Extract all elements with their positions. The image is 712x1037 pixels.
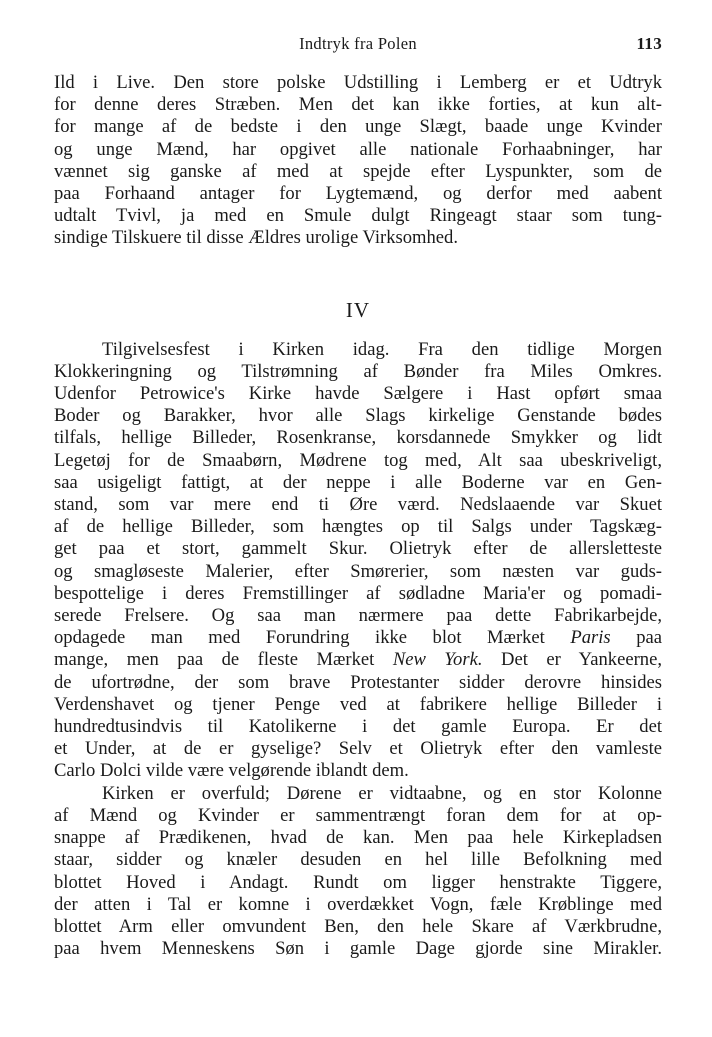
text-line: for mange af de bedste i den unge Slægt, baade unge Kvinder xyxy=(54,116,662,138)
text-line: Legetøj for de Smaabørn, Mødrene tog med, Alt saa ubeskriveligt, xyxy=(54,449,662,471)
text-fragment: paa xyxy=(610,627,662,649)
running-title: Indtryk fra Polen xyxy=(299,34,417,53)
text-line: af de hellige Billeder, som hængtes op til Salgs under Tagskæg- xyxy=(54,516,662,538)
text-line: saa usigeligt fattigt, at der neppe i alle Boderne var en Gen- xyxy=(54,471,662,493)
text-line: de ufortrødne, der som brave Protestanter sidder derovre hinsides xyxy=(54,671,662,693)
text-line: snappe af Prædikenen, hvad de kan. Men paa hele Kirkepladsen xyxy=(54,827,662,849)
text-line: tilfals, hellige Billeder, Rosenkranse, korsdannede Smykker og lidt xyxy=(54,427,662,449)
text-line-with-italic xyxy=(54,627,662,649)
text-line: blottet Arm eller omvundent Ben, den hele Skare af Værkbrudne, xyxy=(54,915,662,937)
text-fragment: Det er Yankeerne, xyxy=(482,649,662,671)
section-heading: IV xyxy=(345,297,371,322)
text-line-indented xyxy=(54,783,662,805)
text-line: staar, sidder og knæler desuden en hel lille Befolkning med xyxy=(54,849,662,871)
text-line: Carlo Dolci vilde være velgørende iblandt dem. xyxy=(54,760,409,782)
text-line: udtalt Tvivl, ja med en Smule dulgt Ringeagt staar som tung- xyxy=(54,205,662,227)
text-line: af Mænd og Kvinder er sammentrængt foran dem for at op- xyxy=(54,804,662,826)
text-line: et Under, at de er gyselige? Selv et Olietryk efter den vamleste xyxy=(54,738,662,760)
text-line: Udenfor Petrowice's Kirke havde Sælgere i Hast opført smaa xyxy=(54,383,662,405)
text-line: sindige Tilskuere til disse Ældres urolige Virksomhed. xyxy=(54,227,458,249)
text-line: hundredtusindvis til Katolikerne i det gamle Europa. Er det xyxy=(54,716,662,738)
text-line-indented xyxy=(54,339,662,361)
text-line-with-italic xyxy=(54,649,662,671)
text-line: vænnet sig ganske af med at spejde efter Lyspunkter, som de xyxy=(54,160,662,182)
text-line: for denne deres Stræben. Men det kan ikke forties, at kun alt- xyxy=(54,94,662,116)
text-line: Boder og Barakker, hvor alle Slags kirkelige Genstande bødes xyxy=(54,405,662,427)
text-fragment: mange, men paa de fleste Mærket xyxy=(54,649,393,671)
text-line: get paa et stort, gammelt Skur. Olietryk efter de allersletteste xyxy=(54,538,662,560)
text-line: Verdenshavet og tjener Penge ved at fabrikere hellige Billeder i xyxy=(54,693,662,715)
text-line: paa Forhaand antager for Lygtemænd, og derfor med aabent xyxy=(54,183,662,205)
text-line: Klokkeringning og Tilstrømning af Bønder fra Miles Omkres. xyxy=(54,360,662,382)
text-line: og smagløseste Malerier, efter Smørerier, som næsten var guds- xyxy=(54,560,662,582)
text-line: Tilgivelsesfest i Kirken idag. Fra den tidlige Morgen xyxy=(102,338,662,360)
text-line: bespottelige i deres Fremstillinger af sødladne Maria'er og pomadi- xyxy=(54,582,662,604)
page-number: 113 xyxy=(636,34,662,53)
page-header xyxy=(54,30,662,56)
text-line: Ild i Live. Den store polske Udstilling i Lemberg er et Udtryk xyxy=(54,72,662,93)
italic-word-new-york: New York. xyxy=(392,649,483,671)
text-line: serede Frelsere. Og saa man nærmere paa dette Fabrikarbejde, xyxy=(54,605,662,627)
text-fragment: opdagede man med Forundring ikke blot Mærket xyxy=(54,627,571,649)
text-line: blottet Hoved i Andagt. Rundt om ligger henstrakte Tiggere, xyxy=(54,871,662,893)
book-page xyxy=(54,30,662,960)
paragraph-kirken xyxy=(54,783,662,961)
paragraph-continued xyxy=(54,72,662,250)
text-line: stand, som var mere end ti Øre værd. Nedslaaende var Skuet xyxy=(54,494,662,516)
text-line: der atten i Tal er komne i overdækket Vogn, fæle Krøblinge med xyxy=(54,893,662,915)
text-line: paa hvem Menneskens Søn i gamle Dage gjorde sine Mirakler. xyxy=(54,938,662,960)
text-line: Kirken er overfuld; Dørene er vidtaabne, og en stor Kolonne xyxy=(102,782,662,804)
italic-word-paris: Paris xyxy=(570,627,611,649)
text-line: og unge Mænd, har opgivet alle nationale Forhaabninger, har xyxy=(54,138,662,160)
paragraph-tilgivelsesfest xyxy=(54,339,662,783)
